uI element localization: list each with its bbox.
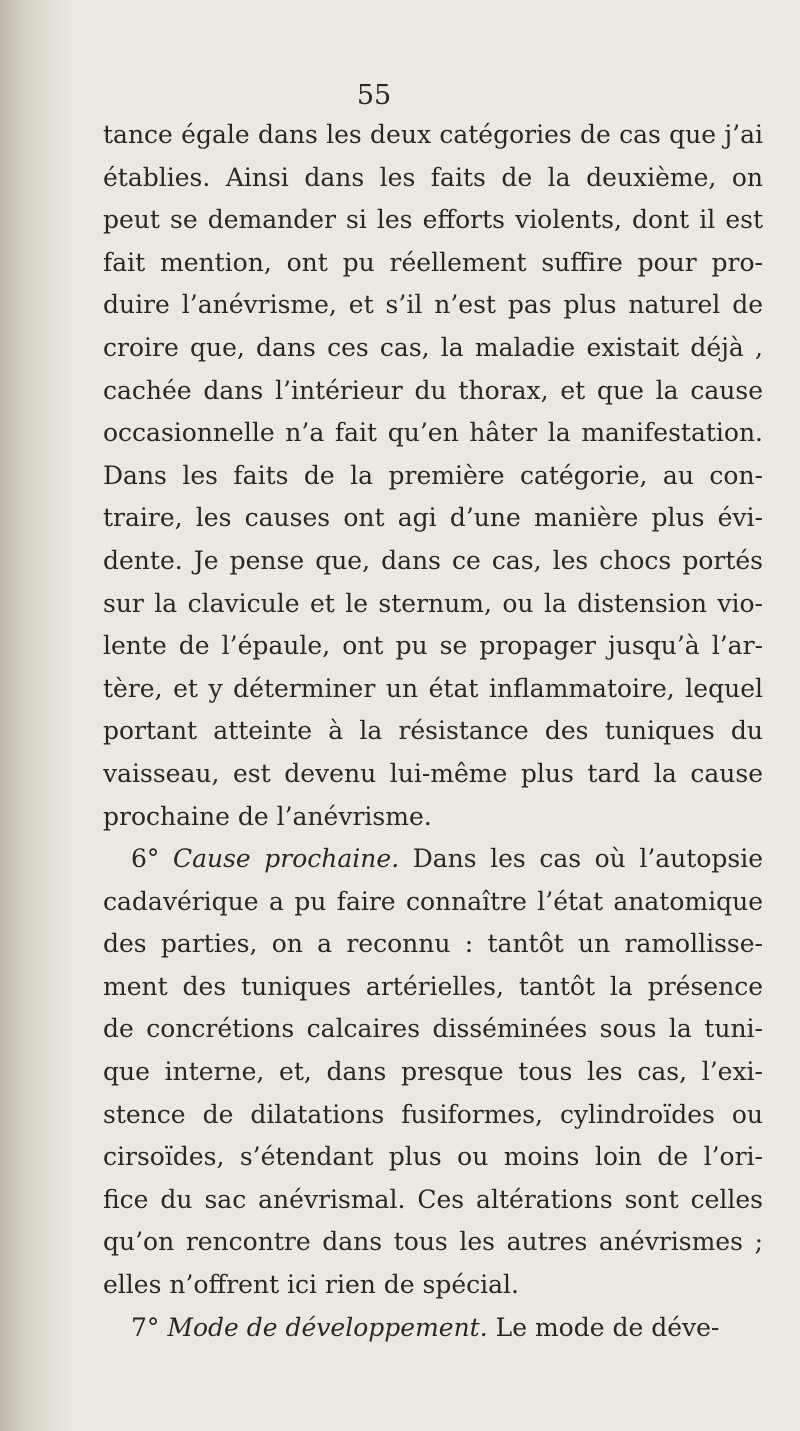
text-line: vaisseau, est devenu lui-même plus tard la cause <box>103 758 763 788</box>
text-line: tance égale dans les deux catégories de cas que j’ai <box>103 120 763 149</box>
text-line: fait mention, ont pu réellement suffire pour pro- <box>103 247 763 277</box>
text-line: tère, et y déterminer un état inflammatoire, lequel <box>103 673 763 703</box>
section-heading: Mode de développement. <box>167 1312 488 1342</box>
text-line: qu’on rencontre dans tous les autres anévrismes ; <box>103 1227 763 1257</box>
text-line: prochaine de l’anévrisme. <box>103 801 432 831</box>
text-line: de concrétions calcaires disséminées sous la tuni- <box>103 1014 763 1044</box>
page-gutter-shadow <box>0 0 70 1431</box>
text-line: cirsoïdes, s’étendant plus ou moins loin de l’ori- <box>103 1142 763 1172</box>
text-line: établies. Ainsi dans les faits de la deuxième, on <box>103 162 763 192</box>
text-line: Dans les faits de la première catégorie, au con- <box>103 460 763 490</box>
text-line: croire que, dans ces cas, la maladie existait déjà , <box>103 332 763 362</box>
line-text: Dans les cas où l’autopsie <box>399 844 763 874</box>
text-line: sur la clavicule et le sternum, ou la distension vio- <box>103 588 763 618</box>
text-line: que interne, et, dans presque tous les cas, l’exi- <box>103 1057 763 1087</box>
body-text <box>103 114 763 1349</box>
text-line: elles n’offrent ici rien de spécial. <box>103 1270 520 1300</box>
text-line: cadavérique a pu faire connaître l’état anatomique <box>103 886 763 916</box>
text-line: dente. Je pense que, dans ce cas, les chocs portés <box>103 545 763 575</box>
text-line <box>103 838 763 881</box>
text-line: duire l’anévrisme, et s’il n’est pas plus naturel de <box>103 290 763 320</box>
section-heading: Cause prochaine. <box>172 844 400 874</box>
text-line: fice du sac anévrismal. Ces altérations sont celles <box>103 1184 763 1214</box>
text-line: stence de dilatations fusiformes, cylindroïdes ou <box>103 1099 763 1129</box>
text-line: lente de l’épaule, ont pu se propager jusqu’à l’ar- <box>103 631 763 661</box>
text-line: portant atteinte à la résistance des tuniques du <box>103 716 763 746</box>
text-line: des parties, on a reconnu : tantôt un ramollisse- <box>103 929 763 959</box>
page-number: 55 <box>356 80 392 111</box>
text-line: occasionnelle n’a fait qu’en hâter la manifestation. <box>103 418 763 448</box>
section-number: 6° <box>131 844 173 874</box>
text-line: cachée dans l’intérieur du thorax, et que la cause <box>103 375 763 405</box>
text-line: traire, les causes ont agi d’une manière plus évi- <box>103 503 763 533</box>
line-text: Le mode de déve- <box>487 1312 720 1342</box>
text-line: peut se demander si les efforts violents, dont il est <box>103 205 763 235</box>
section-number: 7° <box>131 1312 168 1342</box>
text-line: ment des tuniques artérielles, tantôt la présence <box>103 971 763 1001</box>
text-line <box>103 1307 763 1350</box>
